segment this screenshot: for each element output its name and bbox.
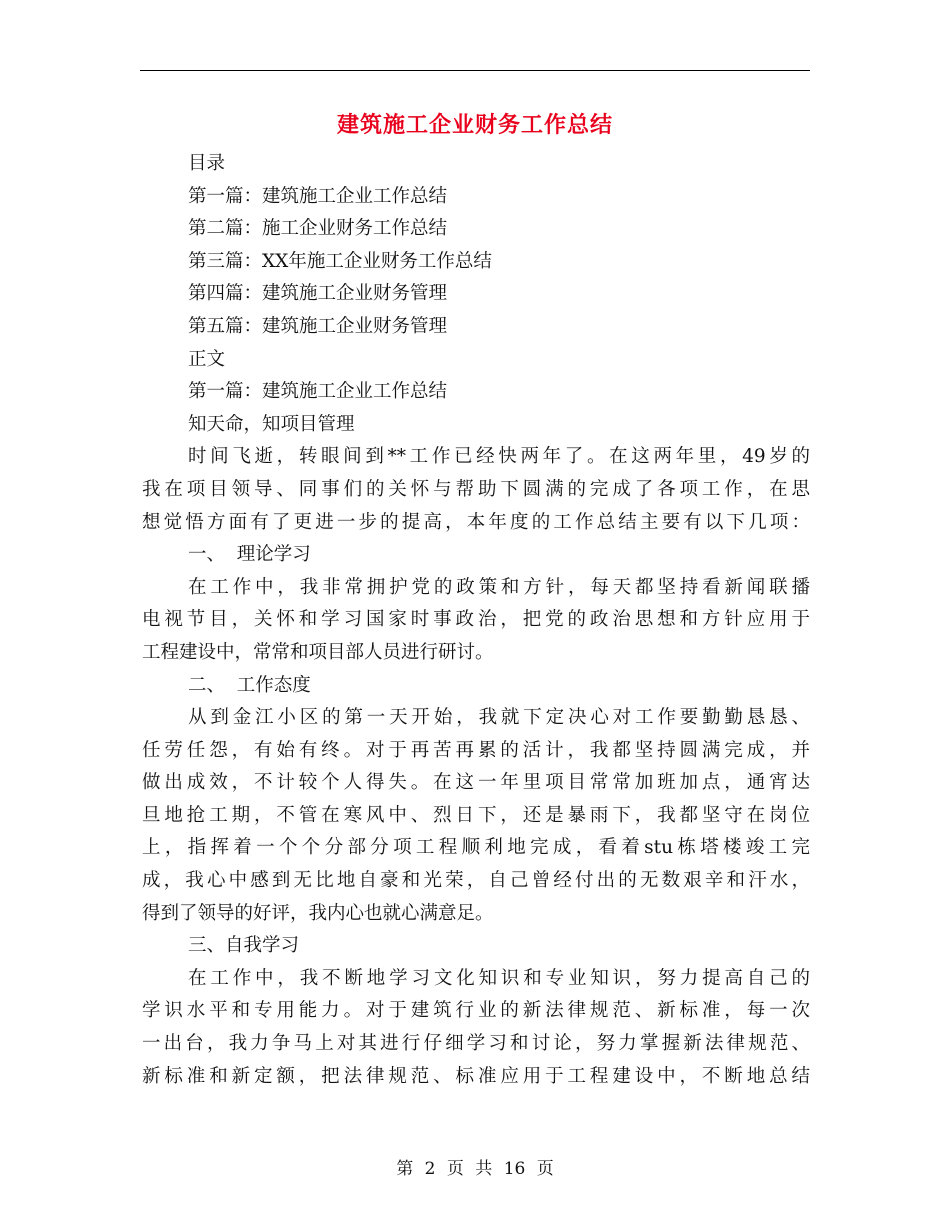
body-line: 目录 [188, 153, 226, 174]
body-line: 得到了领导的好评，我内心也就心满意足。 [142, 902, 494, 924]
body-line: 正文 [188, 348, 226, 370]
body-line: 旦地抢工期，不管在寒风中、烈日下，还是暴雨下，我都坚守在岗位 [142, 804, 810, 826]
document-title: 建筑施工企业财务工作总结 [336, 113, 613, 138]
body-line: 从到金江小区的第一天开始，我就下定决心对工作要勤勤恳恳、 [188, 707, 810, 729]
body-line: 知天命，知项目管理 [188, 413, 355, 435]
body-line: 任劳任怨，有始有终。对于再苦再累的活计，我都坚持圆满完成，并 [142, 739, 810, 761]
body-line: 学识水平和专用能力。对于建筑行业的新法律规范、新标准，每一次 [142, 1000, 810, 1022]
body-line: 成，我心中感到无比地自豪和光荣，自己曾经付出的无数艰辛和汗水， [142, 870, 810, 892]
body-line: 新标准和新定额，把法律规范、标准应用于工程建设中，不断地总结 [142, 1065, 810, 1087]
body-line: 第五篇：建筑施工企业财务管理 [188, 315, 448, 337]
body-line: 三、自我学习 [188, 935, 300, 957]
body-line: 时间飞逝，转眼间到**工作已经快两年了。在这两年里，49岁的 [188, 446, 810, 468]
body-line: 在工作中，我非常拥护党的政策和方针，每天都坚持看新闻联播 [188, 576, 810, 598]
body-line: 一、 理论学习 [188, 544, 311, 566]
document-body [142, 148, 810, 1093]
body-line: 想觉悟方面有了更进一步的提高，本年度的工作总结主要有以下几项： [142, 511, 810, 533]
body-line: 我在项目领导、同事们的关怀与帮助下圆满的完成了各项工作，在思 [142, 478, 810, 500]
body-line: 上，指挥着一个个分部分项工程顺利地完成，看着stu栋塔楼竣工完 [142, 837, 810, 859]
header-rule [140, 70, 810, 71]
body-line: 二、 工作态度 [188, 674, 311, 696]
body-line: 第一篇：建筑施工企业工作总结 [188, 381, 448, 403]
body-line: 一出台，我力争马上对其进行仔细学习和讨论，努力掌握新法律规范、 [142, 1033, 810, 1055]
body-line: 第三篇：XX年施工企业财务工作总结 [188, 250, 492, 272]
body-line: 第二篇：施工企业财务工作总结 [188, 218, 448, 240]
body-line: 电视节目，关怀和学习国家时事政治，把党的政治思想和方针应用于 [142, 609, 810, 631]
body-line: 做出成效，不计较个人得失。在这一年里项目常常加班加点，通宵达 [142, 772, 810, 794]
body-line: 第一篇：建筑施工企业工作总结 [188, 185, 448, 207]
body-line: 在工作中，我不断地学习文化知识和专业知识，努力提高自己的 [188, 967, 810, 989]
page-footer: 第 2 页 共 16 页 [396, 1159, 554, 1179]
body-line: 第四篇：建筑施工企业财务管理 [188, 283, 448, 305]
body-line: 工程建设中，常常和项目部人员进行研讨。 [142, 641, 494, 663]
